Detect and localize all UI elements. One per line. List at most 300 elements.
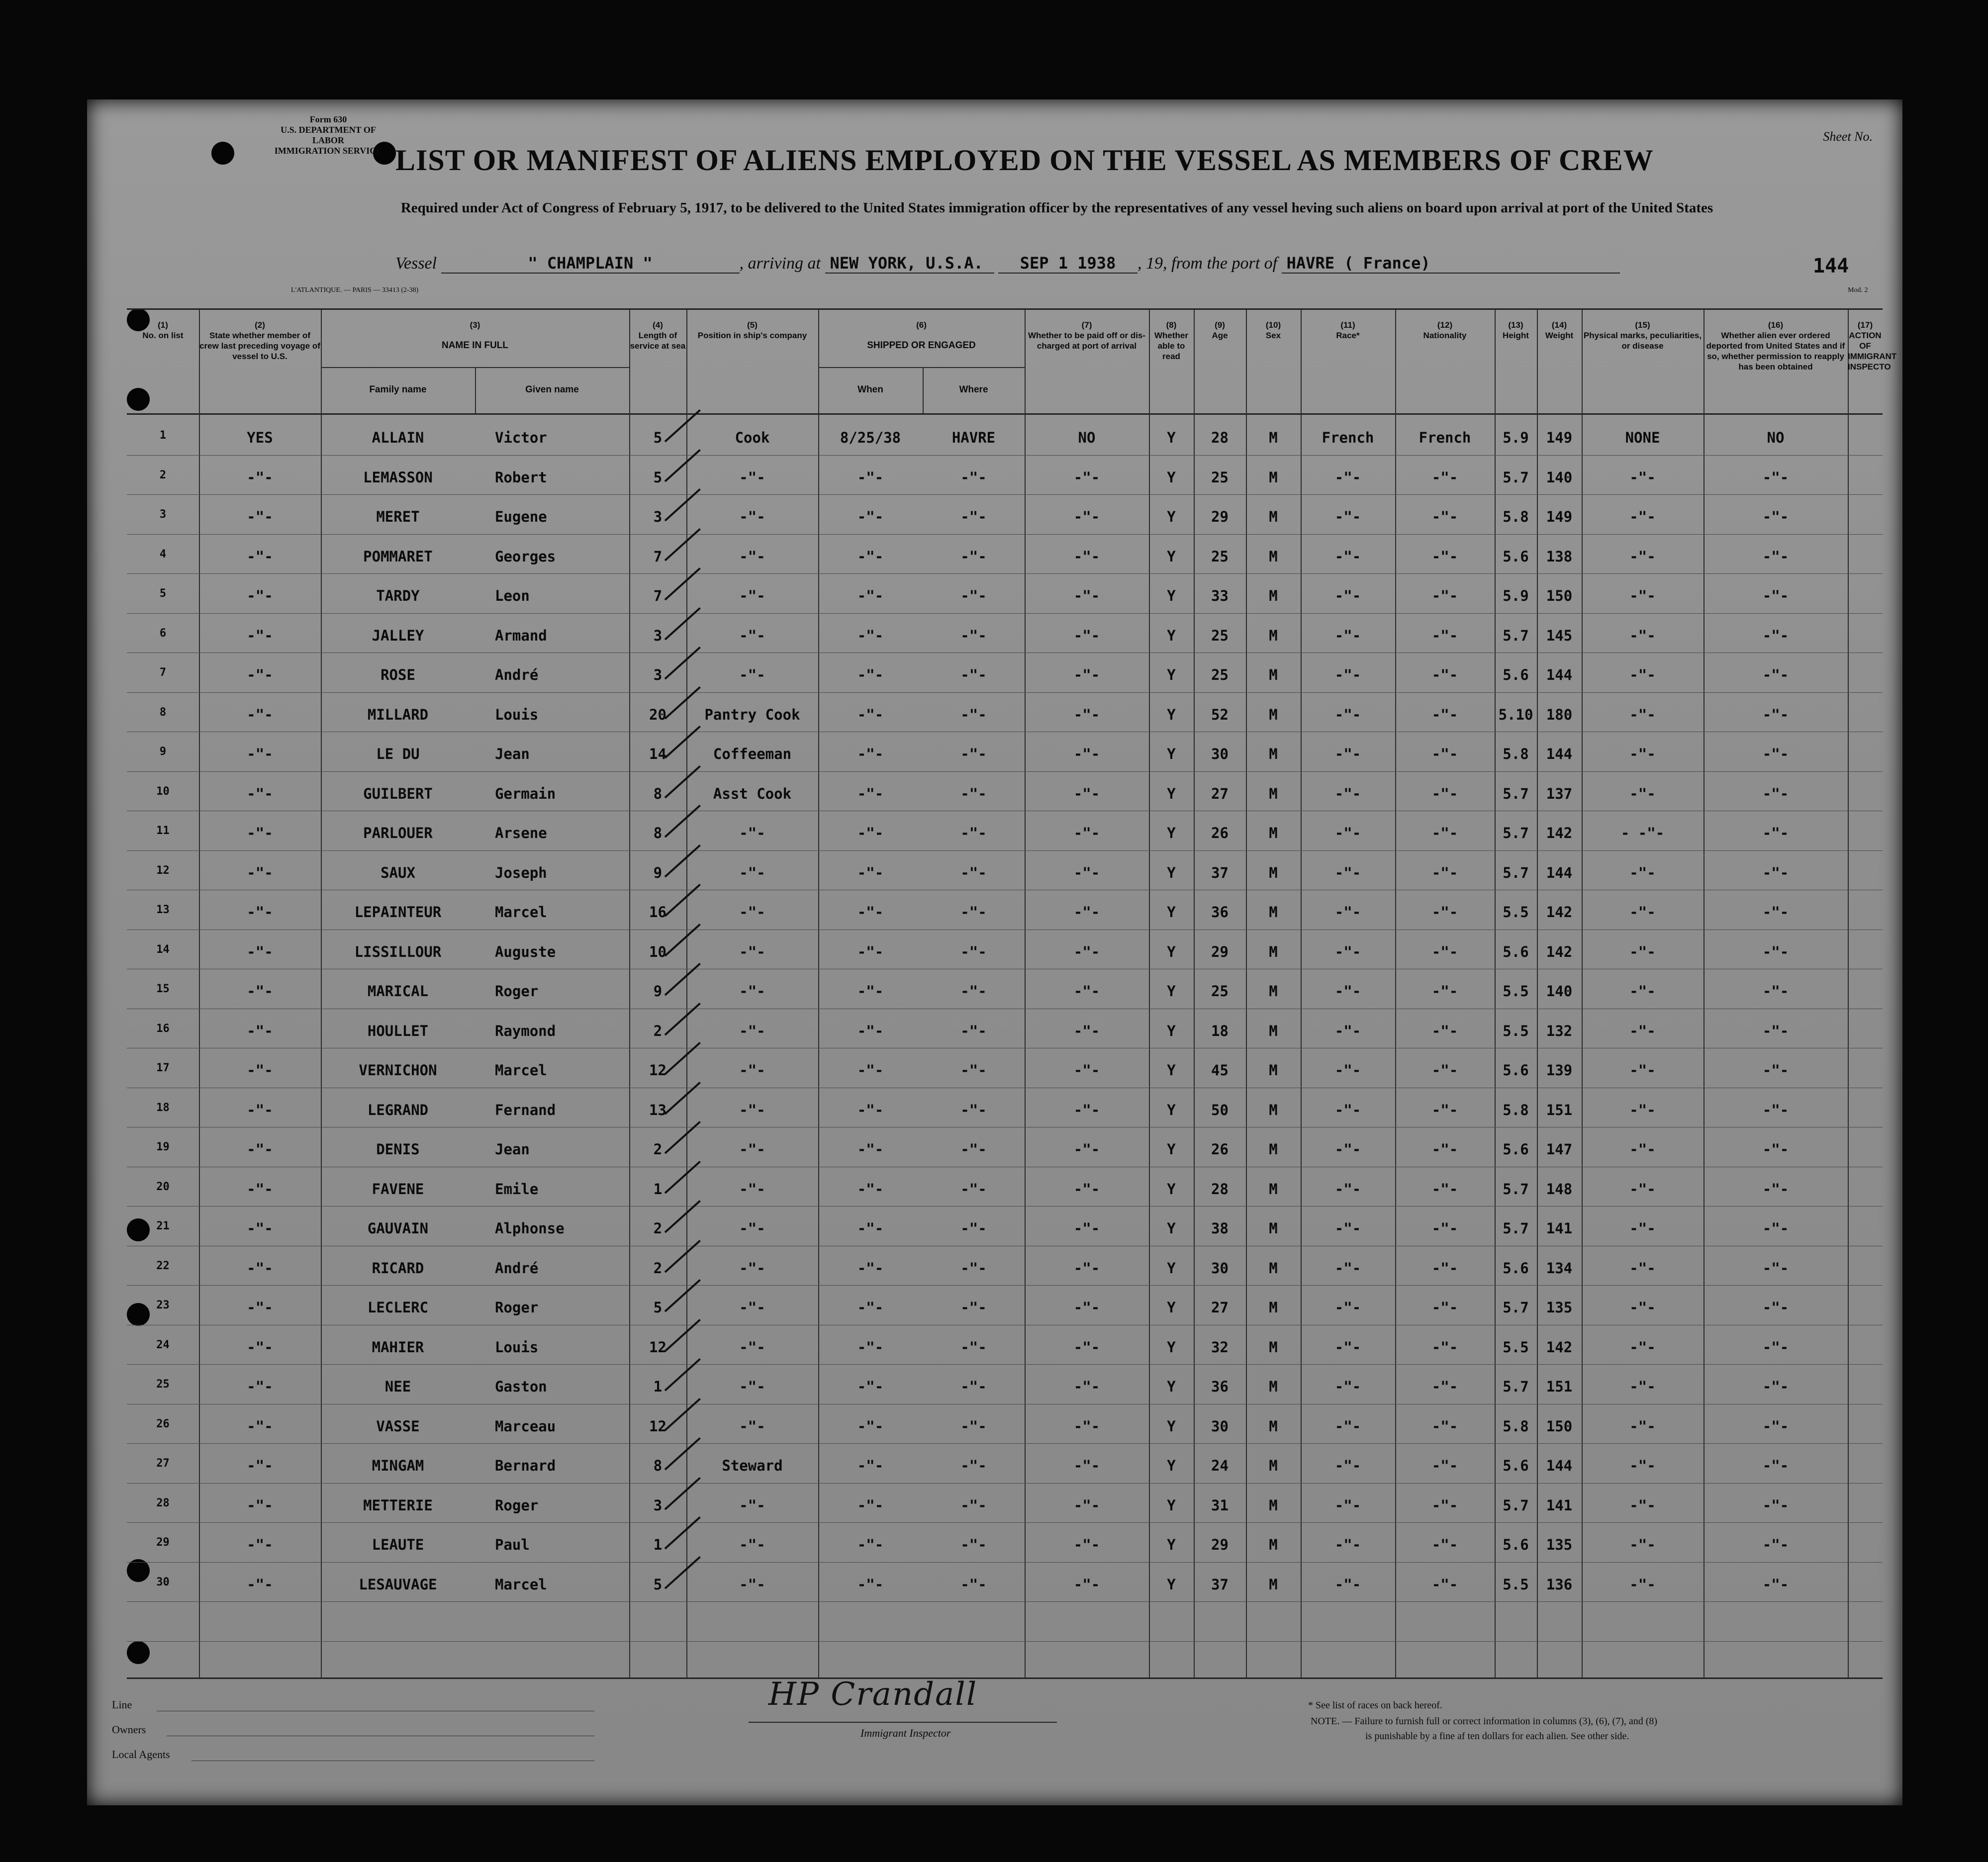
cell-weight: 144 [1546,1457,1573,1474]
row-rule [127,455,1883,456]
cell-race: -"- [1334,1180,1361,1198]
cell-read: Y [1167,825,1176,841]
cell-height: 5.7 [1503,627,1529,644]
cell-weight: 142 [1546,825,1573,841]
cell-read: Y [1167,1141,1176,1158]
cell-deported: -"- [1762,785,1789,802]
cell-height: 5.9 [1503,587,1529,604]
column-label: Position in ship's company [697,331,807,340]
cell-read: Y [1167,666,1176,683]
row-rule [127,1562,1883,1563]
cell-sex: M [1269,1022,1278,1039]
cell-pos: -"- [739,587,765,604]
cell-len: 7 [653,587,663,604]
cell-sex: M [1269,1576,1278,1593]
cell-deported: -"- [1762,627,1789,644]
cell-deported: -"- [1762,1220,1789,1237]
cell-where: -"- [960,1457,987,1474]
cell-given: Roger [495,1496,539,1514]
cell-where: -"- [960,587,987,604]
cell-len: 5 [653,429,663,446]
cell-sex: M [1269,1417,1278,1435]
cell-family: JALLEY [372,627,424,644]
cell-prev: -"- [247,1299,273,1316]
column-label: NAME IN FULL [441,340,509,351]
row-rule [127,692,1883,693]
cell-pos: -"- [739,1180,765,1198]
cell-age: 25 [1211,468,1229,486]
cell-weight: 134 [1546,1259,1573,1277]
cell-height: 5.5 [1503,983,1529,1000]
cell-prev: -"- [247,1576,273,1593]
column-header [127,320,199,341]
cell-paid: -"- [1073,548,1100,565]
cell-when: -"- [857,825,884,841]
cell-deported: -"- [1762,1022,1789,1039]
cell-deported: -"- [1762,1378,1789,1395]
cell-height: 5.7 [1503,1378,1529,1395]
cell-paid: -"- [1073,508,1100,525]
cell-prev: -"- [247,508,273,525]
column-number: (2) [255,320,265,330]
cell-race: -"- [1334,1062,1361,1079]
cell-paid: -"- [1073,1536,1100,1553]
cell-len: 12 [649,1062,666,1079]
cell-no: 25 [156,1378,170,1391]
cell-age: 27 [1211,785,1229,802]
cell-prev: -"- [247,1101,273,1118]
cell-paid: -"- [1073,627,1100,644]
cell-race: -"- [1334,1457,1361,1474]
cell-when: -"- [857,666,884,683]
cell-family: MAHIER [372,1338,424,1356]
row-rule [127,1285,1883,1286]
cell-where: -"- [960,1220,987,1237]
column-header [1495,320,1537,341]
cell-height: 5.7 [1503,825,1529,841]
cell-given: André [495,666,539,683]
cell-height: 5.7 [1503,1180,1529,1198]
cell-family: LEMASSON [363,468,433,486]
cell-deported: -"- [1762,825,1789,841]
cell-deported: -"- [1762,666,1789,683]
cell-height: 5.5 [1503,1022,1529,1039]
column-rule [1848,310,1849,1677]
cell-given: Fernand [495,1101,556,1118]
cell-pos: -"- [739,627,765,644]
cell-read: Y [1167,785,1176,802]
cell-prev: -"- [247,825,273,841]
cell-len: 2 [653,1220,663,1237]
cell-race: -"- [1334,468,1361,486]
cell-no: 26 [156,1417,170,1430]
cell-read: Y [1167,1536,1176,1553]
cell-deported: -"- [1762,468,1789,486]
cell-pos: -"- [739,1022,765,1039]
cell-weight: 141 [1546,1496,1573,1514]
cell-prev: -"- [247,627,273,644]
cell-marks: NONE [1625,429,1660,446]
cell-family: MINGAM [372,1457,424,1474]
cell-when: -"- [857,627,884,644]
cell-when: -"- [857,1062,884,1079]
column-header [1395,320,1495,341]
cell-marks: -"- [1629,468,1656,486]
cell-marks: -"- [1629,983,1656,1000]
cell-given: Jean [495,745,530,762]
cell-read: Y [1167,1457,1176,1474]
cell-family: RICARD [372,1259,424,1277]
cell-given: Marcel [495,904,547,921]
cell-weight: 139 [1546,1062,1573,1079]
cell-deported: -"- [1762,548,1789,565]
column-label: Physical marks, peculiarities, or disease [1583,331,1702,351]
cell-weight: 151 [1546,1378,1573,1395]
cell-when: -"- [857,943,884,960]
sheet-number-label: Sheet No. [1823,129,1873,144]
cell-nat: -"- [1431,508,1458,525]
cell-where: -"- [960,864,987,881]
cell-no: 29 [156,1536,170,1549]
cell-len: 3 [653,508,663,525]
cell-family: ALLAIN [372,429,424,446]
cell-pos: Cook [735,429,770,446]
row-rule [127,1641,1883,1642]
cell-where: -"- [960,1062,987,1079]
cell-read: Y [1167,943,1176,960]
cell-race: -"- [1334,666,1361,683]
cell-race: -"- [1334,706,1361,723]
page-title: LIST OR MANIFEST OF ALIENS EMPLOYED ON THE VESSEL AS MEMBERS OF CREW [395,144,1654,177]
cell-sex: M [1269,904,1278,921]
cell-no: 13 [156,904,170,916]
column-number: (4) [653,320,663,330]
mod-note: Mod. 2 [1848,286,1868,294]
cell-prev: -"- [247,904,273,921]
cell-weight: 138 [1546,548,1573,565]
cell-deported: -"- [1762,943,1789,960]
cell-deported: -"- [1762,1417,1789,1435]
cell-weight: 140 [1546,983,1573,1000]
cell-race: -"- [1334,1299,1361,1316]
cell-weight: 149 [1546,429,1573,446]
cell-sex: M [1269,943,1278,960]
cell-prev: -"- [247,1259,273,1277]
cell-given: André [495,1259,539,1277]
cell-age: 36 [1211,904,1229,921]
cell-where: -"- [960,666,987,683]
cell-len: 5 [653,468,663,486]
cell-len: 3 [653,666,663,683]
cell-when: -"- [857,1417,884,1435]
cell-len: 3 [653,627,663,644]
cell-when: -"- [857,745,884,762]
cell-family: MARICAL [367,983,429,1000]
cell-sex: M [1269,1259,1278,1277]
cell-marks: -"- [1629,1062,1656,1079]
cell-race: -"- [1334,508,1361,525]
cell-family: FAVENE [372,1180,424,1198]
cell-read: Y [1167,1180,1176,1198]
cell-age: 30 [1211,1259,1229,1277]
row-rule [127,771,1883,772]
cell-deported: -"- [1762,508,1789,525]
cell-pos: -"- [739,1299,765,1316]
cell-nat: -"- [1431,706,1458,723]
page-number: 144 [1813,255,1849,278]
cell-family: VERNICHON [359,1062,437,1079]
cell-when: -"- [857,785,884,802]
cell-no: 22 [156,1259,170,1272]
cell-where: -"- [960,785,987,802]
cell-race: -"- [1334,1536,1361,1553]
cell-age: 36 [1211,1378,1229,1395]
column-label: No. on list [142,331,184,340]
inspector-signature: HP Crandall [768,1676,978,1713]
row-rule [127,534,1883,535]
cell-given: Victor [495,429,547,446]
cell-sex: M [1269,825,1278,841]
row-rule [127,1601,1883,1602]
cell-height: 5.6 [1503,1141,1529,1158]
column-header [1194,320,1246,341]
cell-weight: 144 [1546,864,1573,881]
cell-weight: 142 [1546,904,1573,921]
cell-prev: -"- [247,1220,273,1237]
cell-where: -"- [960,1338,987,1356]
cell-height: 5.7 [1503,1220,1529,1237]
cell-sex: M [1269,429,1278,446]
cell-paid: -"- [1073,1417,1100,1435]
cell-weight: 135 [1546,1299,1573,1316]
cell-marks: -"- [1629,1022,1656,1039]
cell-len: 9 [653,983,663,1000]
cell-len: 5 [653,1299,663,1316]
column-number: (6) [916,320,927,330]
cell-given: Marcel [495,1062,547,1079]
cell-weight: 151 [1546,1101,1573,1118]
cell-given: Eugene [495,508,547,525]
cell-when: -"- [857,1496,884,1514]
cell-read: Y [1167,983,1176,1000]
cell-read: Y [1167,627,1176,644]
cell-prev: -"- [247,706,273,723]
cell-read: Y [1167,1417,1176,1435]
cell-age: 38 [1211,1220,1229,1237]
cell-len: 1 [653,1180,663,1198]
cell-read: Y [1167,706,1176,723]
cell-pos: -"- [739,1378,765,1395]
cell-given: Leon [495,587,530,604]
cell-len: 12 [649,1338,666,1356]
cell-when: -"- [857,1022,884,1039]
cell-marks: -"- [1629,1299,1656,1316]
cell-nat: -"- [1431,904,1458,921]
cell-len: 12 [649,1417,666,1435]
penalty-note-continued: is punishable by a fine af ten dollars for each alien. See other side. [1365,1731,1629,1742]
cell-race: -"- [1334,587,1361,604]
cell-nat: -"- [1431,825,1458,841]
cell-given: Roger [495,1299,539,1316]
cell-height: 5.6 [1503,1259,1529,1277]
cell-where: -"- [960,548,987,565]
cell-race: -"- [1334,1220,1361,1237]
cell-paid: -"- [1073,1220,1100,1237]
cell-weight: 140 [1546,468,1573,486]
cell-len: 7 [653,548,663,565]
column-header [1537,320,1582,341]
cell-pos: -"- [739,1220,765,1237]
cell-prev: -"- [247,1378,273,1395]
cell-sex: M [1269,587,1278,604]
cell-age: 33 [1211,587,1229,604]
cell-age: 32 [1211,1338,1229,1356]
cell-where: -"- [960,1180,987,1198]
cell-given: Paul [495,1536,530,1553]
vessel-line: Vessel " CHAMPLAIN " , arriving at NEW YORK, U.S.A. SEP 1 1938 , 19, from the port of HAVRE ( France) [395,254,1620,274]
cell-family: SAUX [380,864,415,881]
race-note: * See list of races on back hereof. [1308,1700,1442,1711]
cell-when: -"- [857,587,884,604]
cell-sex: M [1269,627,1278,644]
cell-age: 29 [1211,1536,1229,1553]
cell-prev: -"- [247,1496,273,1514]
cell-nat: -"- [1431,943,1458,960]
column-number: (17) [1857,320,1873,330]
cell-weight: 144 [1546,745,1573,762]
cell-read: Y [1167,864,1176,881]
column-number: (7) [1081,320,1092,330]
cell-no: 14 [156,943,170,956]
cell-age: 26 [1211,825,1229,841]
cell-race: -"- [1334,943,1361,960]
cell-when: -"- [857,1576,884,1593]
cell-age: 26 [1211,1141,1229,1158]
cell-marks: -"- [1629,1338,1656,1356]
cell-race: -"- [1334,1141,1361,1158]
crew-table [127,308,1897,1679]
cell-race: French [1322,429,1374,446]
column-header [1025,320,1149,351]
cell-race: -"- [1334,548,1361,565]
cell-age: 24 [1211,1457,1229,1474]
cell-sex: M [1269,468,1278,486]
cell-prev: -"- [247,1338,273,1356]
cell-age: 50 [1211,1101,1229,1118]
cell-height: 5.7 [1503,1299,1529,1316]
cell-given: Louis [495,1338,539,1356]
cell-nat: -"- [1431,666,1458,683]
cell-pos: -"- [739,1062,765,1079]
subcolumn-family: Family name [369,384,427,395]
cell-nat: -"- [1431,587,1458,604]
cell-no: 19 [156,1141,170,1153]
cell-height: 5.5 [1503,904,1529,921]
cell-given: Gaston [495,1378,547,1395]
cell-sex: M [1269,785,1278,802]
cell-weight: 142 [1546,943,1573,960]
cell-paid: -"- [1073,825,1100,841]
column-number: (11) [1340,320,1355,330]
cell-prev: -"- [247,548,273,565]
subcolumn-given: Given name [525,384,579,395]
cell-race: -"- [1334,627,1361,644]
row-rule [127,652,1883,653]
cell-marks: -"- [1629,1220,1656,1237]
form-number: Form 630 [309,114,347,124]
page-subtitle: Required under Act of Congress of February 5, 1917, to be delivered to the United States immigration officer by the representatives of any vessel heving such aliens on board upon arrival at port of the United States [400,200,1713,216]
cell-where: -"- [960,983,987,1000]
cell-sex: M [1269,508,1278,525]
cell-race: -"- [1334,1022,1361,1039]
cell-marks: -"- [1629,864,1656,881]
cell-when: -"- [857,1378,884,1395]
cell-age: 45 [1211,1062,1229,1079]
cell-read: Y [1167,1576,1176,1593]
cell-pos: Coffeeman [713,745,792,762]
column-label: Whether alien ever ordered deported from United States and if so, whether permission to reapply has been obtained [1706,331,1845,372]
cell-pos: -"- [739,468,765,486]
cell-where: -"- [960,1496,987,1514]
cell-paid: -"- [1073,468,1100,486]
cell-nat: -"- [1431,785,1458,802]
cell-height: 5.7 [1503,1496,1529,1514]
cell-deported: -"- [1762,1101,1789,1118]
row-rule [127,1206,1883,1207]
cell-sex: M [1269,864,1278,881]
cell-race: -"- [1334,983,1361,1000]
cell-pos: -"- [739,1338,765,1356]
cell-nat: -"- [1431,1259,1458,1277]
cell-height: 5.6 [1503,943,1529,960]
cell-no: 5 [159,587,167,600]
penalty-note: NOTE. — Failure to furnish full or correct information in columns (3), (6), (7), and (8) [1311,1716,1658,1727]
cell-deported: -"- [1762,904,1789,921]
cell-marks: -"- [1629,745,1656,762]
cell-deported: -"- [1762,1062,1789,1079]
column-header [1582,320,1704,351]
column-number: (3) [470,320,480,330]
cell-given: Georges [495,548,556,565]
column-label: Height [1503,331,1529,340]
cell-marks: -"- [1629,627,1656,644]
cell-nat: -"- [1431,1378,1458,1395]
column-number: (12) [1437,320,1453,330]
cell-prev: -"- [247,745,273,762]
cell-nat: -"- [1431,1022,1458,1039]
cell-no: 24 [156,1338,170,1351]
cell-when: -"- [857,548,884,565]
column-header [686,320,818,341]
cell-deported: -"- [1762,1457,1789,1474]
cell-read: Y [1167,1101,1176,1118]
cell-prev: -"- [247,983,273,1000]
cell-when: -"- [857,706,884,723]
cell-weight: 150 [1546,1417,1573,1435]
printer-note: L'ATLANTIQUE. — PARIS — 33413 (2-38) [291,286,419,294]
cell-nat: -"- [1431,468,1458,486]
cell-deported: -"- [1762,983,1789,1000]
cell-family: VASSE [376,1417,420,1435]
cell-read: Y [1167,508,1176,525]
cell-pos: -"- [739,1496,765,1514]
cell-given: Auguste [495,943,556,960]
cell-nat: -"- [1431,745,1458,762]
cell-race: -"- [1334,785,1361,802]
cell-nat: French [1419,429,1471,446]
cell-len: 2 [653,1259,663,1277]
cell-where: -"- [960,706,987,723]
